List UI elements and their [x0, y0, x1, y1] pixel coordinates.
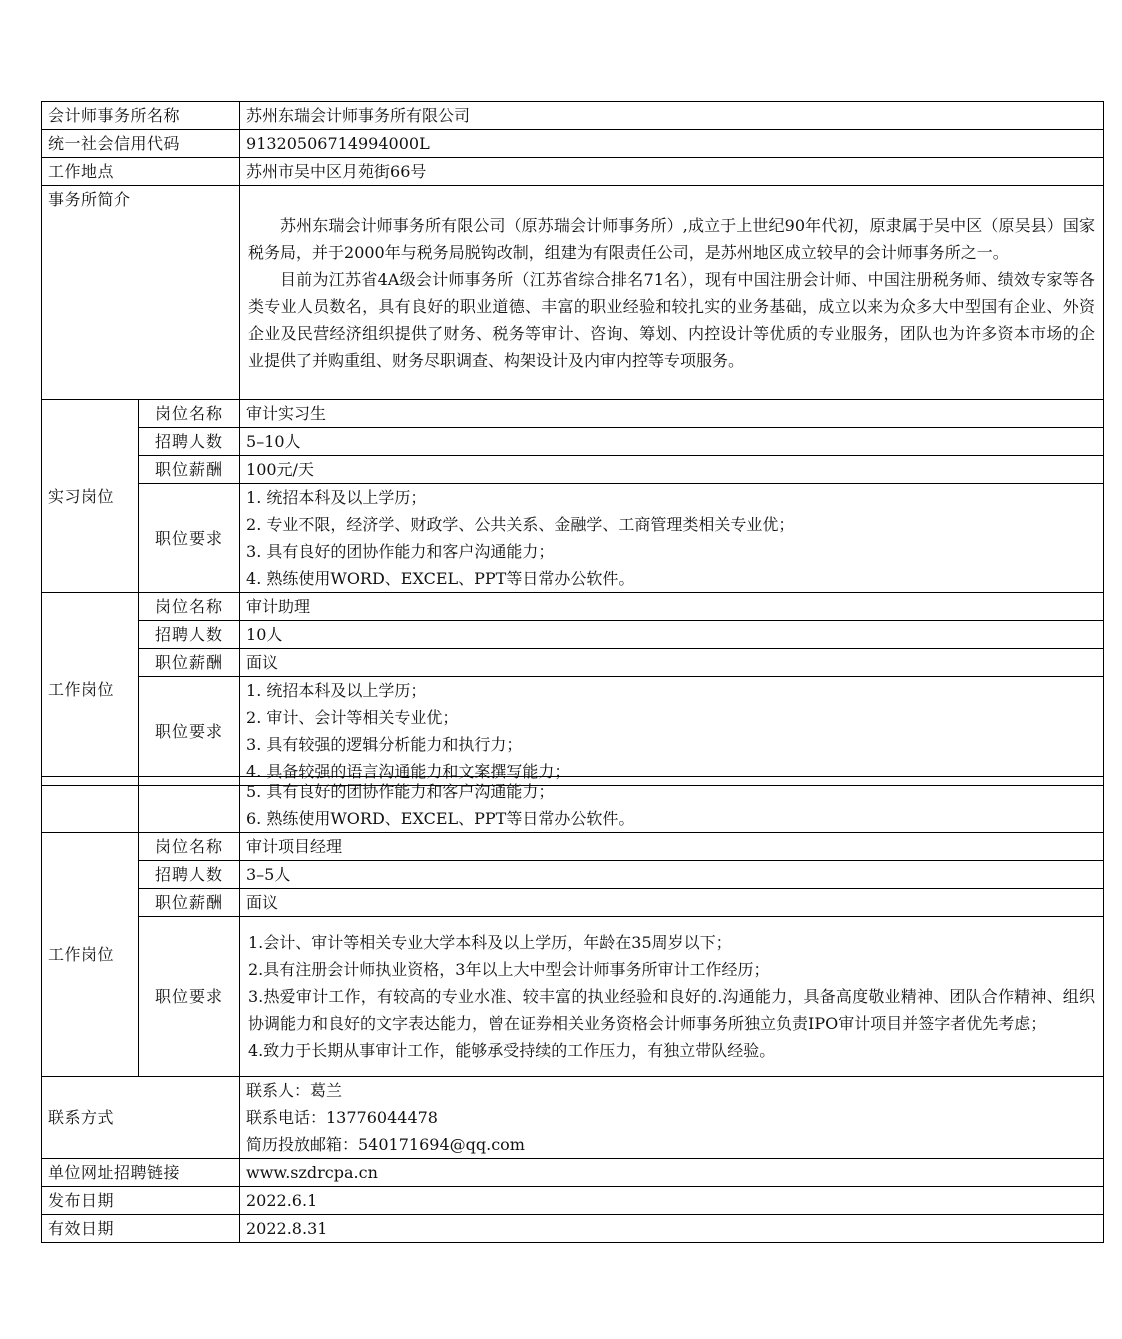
- contact-label: 联系方式: [42, 1077, 240, 1159]
- assistant-req-1: 1. 统招本科及以上学历；: [246, 681, 427, 700]
- credit-code-label: 统一社会信用代码: [42, 130, 240, 158]
- intern-salary-value: 100元/天: [240, 456, 1104, 484]
- manager-salary-label: 职位薪酬: [139, 889, 240, 917]
- assistant-salary-row: [42, 649, 1104, 677]
- manager-req-4: 4.致力于长期从事审计工作，能够承受持续的工作压力，有独立带队经验。: [248, 1041, 776, 1060]
- manager-count-row: [42, 861, 1104, 889]
- manager-salary-value: 面议: [240, 889, 1104, 917]
- valid-value: 2022.8.31: [240, 1215, 1104, 1243]
- publish-label: 发布日期: [42, 1187, 240, 1215]
- valid-row: [42, 1215, 1104, 1243]
- firm-name-row: [42, 102, 1104, 130]
- intern-req-3: 3. 具有良好的团协作能力和客户沟通能力；: [246, 542, 555, 561]
- manager-title-row: [42, 833, 1104, 861]
- intro-value: [240, 186, 1104, 400]
- intro-paragraph-2: 目前为江苏省4A级会计师事务所（江苏省综合排名71名），现有中国注册会计师、中国注册税务师、绩效专家等各类专业人员数名，具有良好的职业道德、丰富的职业经验和较扎实的业务基础，成立以来为众多大中型国有企业、外资企业及民营经济组织提供了财务、税务等审计、咨询、筹划、内控设计等优质的专业服务，团队也为许多资本市场的企业提供了并购重组、财务尽职调查、构架设计及内审内控等专项服务。: [248, 269, 1096, 370]
- assistant-req-4: 4. 具备较强的语言沟通能力和文案撰写能力；: [246, 762, 571, 781]
- firm-name-value: 苏州东瑞会计师事务所有限公司: [240, 102, 1104, 130]
- assistant-salary-value: 面议: [240, 649, 1104, 677]
- intern-count-row: [42, 428, 1104, 456]
- manager-req-1: 1.会计、审计等相关专业大学本科及以上学历，年龄在35周岁以下；: [248, 933, 732, 952]
- intro-row: [42, 186, 1104, 400]
- assistant-count-row: [42, 621, 1104, 649]
- website-label: 单位网址招聘链接: [42, 1159, 240, 1187]
- empty-cell-left: [42, 777, 139, 833]
- intro-label: 事务所简介: [42, 186, 240, 400]
- manager-section-label: 工作岗位: [42, 833, 139, 1077]
- firm-name-label: 会计师事务所名称: [42, 102, 240, 130]
- assistant-req-3: 3. 具有较强的逻辑分析能力和执行力；: [246, 735, 523, 754]
- empty-cell-mid: [139, 777, 240, 833]
- manager-req-row: [42, 917, 1104, 1077]
- manager-salary-row: [42, 889, 1104, 917]
- contact-person: 联系人：葛兰: [246, 1081, 343, 1100]
- intern-section-label: 实习岗位: [42, 400, 139, 593]
- manager-req-3: 3.热爱审计工作，有较高的专业水准、较丰富的执业经验和良好的.沟通能力，具备高度敬业精神、团队合作精神、组织协调能力和良好的文字表达能力，曾在证券相关业务资格会计师事务所独立负责IPO审计项目并签字者优先考虑；: [248, 987, 1095, 1033]
- credit-code-row: [42, 130, 1104, 158]
- recruitment-table-part1: [41, 101, 1104, 786]
- intern-title-value: 审计实习生: [240, 400, 1104, 428]
- manager-count-label: 招聘人数: [139, 861, 240, 889]
- intern-req-4: 4. 熟练使用WORD、EXCEL、PPT等日常办公软件。: [246, 569, 635, 588]
- manager-req-value: [240, 917, 1104, 1077]
- assistant-req-5: 5. 具有良好的团协作能力和客户沟通能力；: [246, 781, 555, 801]
- assistant-req-6: 6. 熟练使用WORD、EXCEL、PPT等日常办公软件。: [246, 808, 635, 828]
- location-value: 苏州市吴中区月苑街66号: [240, 158, 1104, 186]
- intern-title-label: 岗位名称: [139, 400, 240, 428]
- assistant-req-cont-row: [42, 777, 1104, 833]
- assistant-title-row: [42, 593, 1104, 621]
- intern-salary-row: [42, 456, 1104, 484]
- contact-row: [42, 1077, 1104, 1159]
- assistant-req-value: [240, 677, 1104, 786]
- assistant-count-label: 招聘人数: [139, 621, 240, 649]
- contact-value: [240, 1077, 1104, 1159]
- manager-title-label: 岗位名称: [139, 833, 240, 861]
- assistant-salary-label: 职位薪酬: [139, 649, 240, 677]
- credit-code-value: 91320506714994000L: [240, 130, 1104, 158]
- intern-req-row: [42, 484, 1104, 593]
- assistant-title-label: 岗位名称: [139, 593, 240, 621]
- website-link[interactable]: www.szdrcpa.cn: [240, 1159, 1104, 1187]
- intern-req-2: 2. 专业不限，经济学、财政学、公共关系、金融学、工商管理类相关专业优；: [246, 515, 795, 534]
- intern-req-label: 职位要求: [139, 484, 240, 593]
- recruitment-table-part2: [41, 776, 1104, 1243]
- contact-phone[interactable]: 联系电话：13776044478: [246, 1108, 438, 1127]
- manager-req-label: 职位要求: [139, 917, 240, 1077]
- location-row: [42, 158, 1104, 186]
- publish-value: 2022.6.1: [240, 1187, 1104, 1215]
- intern-count-value: 5–10人: [240, 428, 1104, 456]
- valid-label: 有效日期: [42, 1215, 240, 1243]
- assistant-req-cont-value: [240, 777, 1104, 833]
- intern-count-label: 招聘人数: [139, 428, 240, 456]
- intern-req-1: 1. 统招本科及以上学历；: [246, 488, 427, 507]
- website-row: [42, 1159, 1104, 1187]
- assistant-section-label: 工作岗位: [42, 593, 139, 786]
- manager-count-value: 3–5人: [240, 861, 1104, 889]
- assistant-title-value: 审计助理: [240, 593, 1104, 621]
- manager-title-value: 审计项目经理: [240, 833, 1104, 861]
- assistant-req-2: 2. 审计、会计等相关专业优；: [246, 708, 459, 727]
- assistant-req-label: 职位要求: [139, 677, 240, 786]
- intern-salary-label: 职位薪酬: [139, 456, 240, 484]
- assistant-count-value: 10人: [240, 621, 1104, 649]
- publish-row: [42, 1187, 1104, 1215]
- location-label: 工作地点: [42, 158, 240, 186]
- contact-email[interactable]: 简历投放邮箱：540171694@qq.com: [246, 1135, 525, 1154]
- manager-req-2: 2.具有注册会计师执业资格，3年以上大中型会计师事务所审计工作经历；: [248, 960, 770, 979]
- intern-title-row: [42, 400, 1104, 428]
- assistant-req-row: [42, 677, 1104, 786]
- intern-req-value: [240, 484, 1104, 593]
- intro-paragraph-1: 苏州东瑞会计师事务所有限公司（原苏瑞会计师事务所）,成立于上世纪90年代初，原隶属于吴中区（原吴县）国家税务局，并于2000年与税务局脱钩改制，组建为有限责任公司，是苏州地区成立较早的会计师事务所之一。: [248, 215, 1096, 262]
